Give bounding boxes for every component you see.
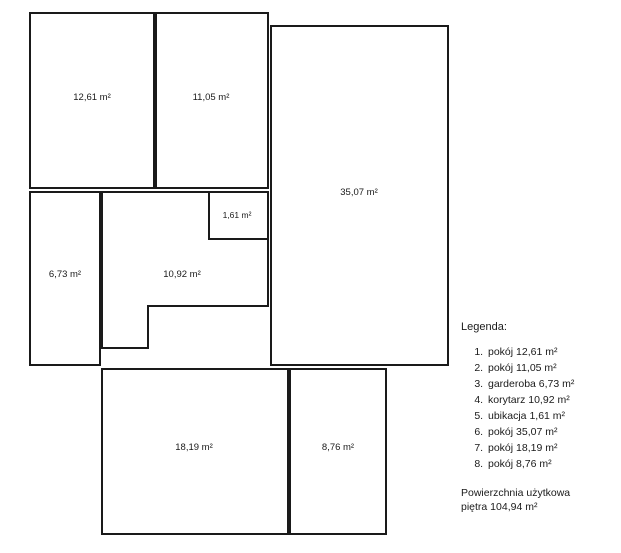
legend <box>461 322 611 514</box>
room-label-35-07: 35,07 m² <box>340 187 378 198</box>
room-label-18-19: 18,19 m² <box>175 442 213 453</box>
legend-item: 2. pokój 11,05 m² <box>486 363 611 374</box>
room-label-11-05: 11,05 m² <box>192 92 230 103</box>
room-label-8-76: 8,76 m² <box>321 442 355 453</box>
total-area-line-2: piętra 104,94 m² <box>461 500 538 513</box>
legend-item: 5. ubikacja 1,61 m² <box>486 411 611 422</box>
legend-item: 7. pokój 18,19 m² <box>486 443 611 454</box>
room-label-1-61: 1,61 m² <box>222 210 252 220</box>
total-area <box>461 486 611 514</box>
legend-list <box>461 347 611 470</box>
legend-item: 4. korytarz 10,92 m² <box>486 395 611 406</box>
room-label-6-73: 6,73 m² <box>48 269 82 280</box>
total-area-line-1: Powierzchnia użytkowa <box>461 486 571 499</box>
legend-item: 3. garderoba 6,73 m² <box>486 379 611 390</box>
legend-item: 8. pokój 8,76 m² <box>486 459 611 470</box>
legend-title: Legenda: <box>461 321 507 333</box>
room-label-12-61: 12,61 m² <box>73 92 111 103</box>
legend-item: 6. pokój 35,07 m² <box>486 427 611 438</box>
room-label-10-92: 10,92 m² <box>163 269 201 280</box>
legend-item: 1. pokój 12,61 m² <box>486 347 611 358</box>
